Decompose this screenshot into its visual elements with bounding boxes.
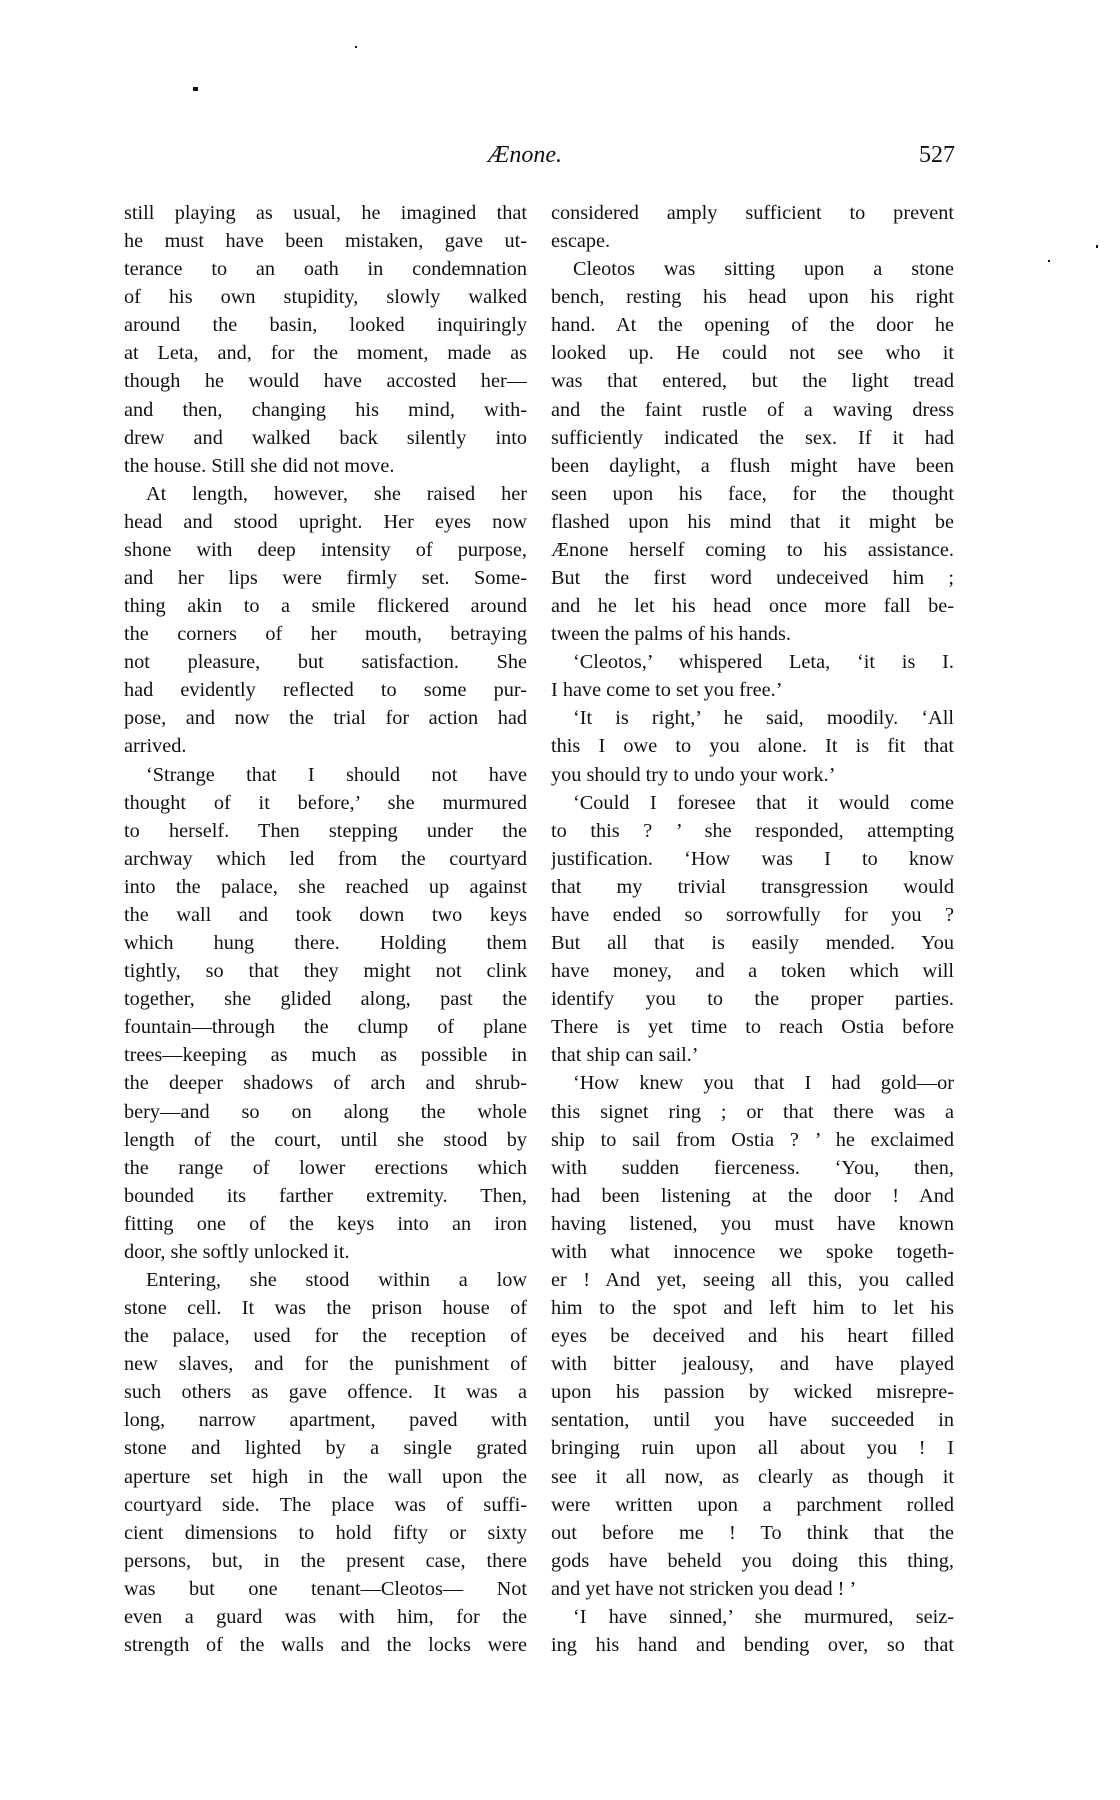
text-line: ‘Could I foresee that it would come: [573, 791, 954, 814]
text-line: to herself. Then stepping under the: [124, 819, 527, 842]
text-line: length of the court, until she stood by: [124, 1128, 527, 1151]
text-line: stone and lighted by a single grated: [124, 1437, 527, 1460]
text-line: thought of it before,’ she murmured: [124, 791, 527, 814]
text-line: him to the spot and left him to let his: [551, 1297, 954, 1320]
text-line: hand. At the opening of the door he: [551, 314, 954, 337]
text-line: fitting one of the keys into an iron: [124, 1212, 527, 1235]
text-line: Cleotos was sitting upon a stone: [573, 258, 954, 281]
print-speck: [1096, 245, 1098, 248]
text-line: At length, however, she raised her: [146, 482, 527, 505]
text-line: sufficiently indicated the sex. If it had: [551, 426, 954, 449]
text-line: drew and walked back silently into: [124, 426, 527, 449]
text-line: tween the palms of his hands.: [551, 623, 791, 646]
text-line: of his own stupidity, slowly walked: [124, 286, 527, 309]
text-line: and her lips were firmly set. Some-: [124, 567, 527, 590]
text-line: shone with deep intensity of purpose,: [124, 538, 527, 561]
text-line: persons, but, in the present case, there: [124, 1549, 527, 1572]
page-number: 527: [919, 142, 955, 168]
text-line: eyes be deceived and his heart filled: [551, 1325, 954, 1348]
text-line: have ended so sorrowfully for you ?: [551, 903, 954, 926]
running-title: Ænone.: [488, 142, 562, 168]
text-line: escape.: [551, 230, 611, 253]
left-text-column: [124, 199, 527, 1659]
text-line: around the basin, looked inquiringly: [124, 314, 527, 337]
text-line: not pleasure, but satisfaction. She: [124, 651, 527, 674]
text-line: that my trivial transgression would: [551, 875, 954, 898]
text-line: had been listening at the door ! And: [551, 1184, 954, 1207]
text-line: having listened, you must have known: [551, 1212, 954, 1235]
text-line: There is yet time to reach Ostia before: [551, 1016, 954, 1039]
text-line: see it all now, as clearly as though it: [551, 1465, 954, 1488]
text-line: ing his hand and bending over, so that: [551, 1633, 954, 1656]
print-speck: [355, 46, 357, 48]
text-line: ‘Cleotos,’ whispered Leta, ‘it is I.: [573, 651, 954, 674]
text-line: Ænone herself coming to his assistance.: [551, 538, 954, 561]
text-line: archway which led from the courtyard: [124, 847, 527, 870]
text-line: Entering, she stood within a low: [146, 1268, 527, 1291]
text-line: that ship can sail.’: [551, 1044, 699, 1067]
text-line: ‘It is right,’ he said, moodily. ‘All: [573, 707, 954, 730]
text-line: But all that is easily mended. You: [551, 932, 954, 955]
text-line: stone cell. It was the prison house of: [124, 1297, 527, 1320]
text-line: flashed upon his mind that it might be: [551, 510, 954, 533]
text-line: been daylight, a flush might have been: [551, 454, 954, 477]
text-line: still playing as usual, he imagined that: [124, 202, 527, 224]
text-line: and yet have not stricken you dead ! ’: [551, 1577, 857, 1600]
text-line: together, she glided along, past the: [124, 988, 527, 1011]
text-line: courtyard side. The place was of suffi-: [124, 1493, 527, 1516]
text-line: looked up. He could not see who it: [551, 342, 954, 365]
text-line: you should try to undo your work.’: [551, 763, 836, 786]
text-line: to this ? ’ she responded, attempting: [551, 819, 954, 842]
text-line: ‘Strange that I should not have: [146, 763, 527, 786]
text-line: the wall and took down two keys: [124, 903, 527, 926]
text-line: with bitter jealousy, and have played: [551, 1353, 954, 1376]
text-line: I have come to set you free.’: [551, 679, 783, 702]
text-line: even a guard was with him, for the: [124, 1605, 527, 1628]
text-line: long, narrow apartment, paved with: [124, 1409, 527, 1432]
text-line: head and stood upright. Her eyes now: [124, 510, 527, 533]
text-line: thing akin to a smile flickered around: [124, 595, 527, 618]
text-line: into the palace, she reached up against: [124, 875, 527, 898]
text-line: and he let his head once more fall be-: [551, 595, 954, 618]
text-line: bounded its farther extremity. Then,: [124, 1184, 527, 1207]
text-line: was that entered, but the light tread: [551, 370, 954, 393]
text-line: gods have beheld you doing this thing,: [551, 1549, 954, 1572]
text-line: strength of the walls and the locks were: [124, 1633, 527, 1656]
text-line: terance to an oath in condemnation: [124, 258, 527, 281]
text-line: the corners of her mouth, betraying: [124, 623, 527, 646]
text-line: considered amply sufficient to prevent: [551, 202, 954, 224]
text-line: arrived.: [124, 735, 187, 758]
text-line: this signet ring ; or that there was a: [551, 1100, 954, 1123]
text-line: the palace, used for the reception of: [124, 1325, 527, 1348]
text-line: such others as gave offence. It was a: [124, 1381, 527, 1404]
text-line: the range of lower erections which: [124, 1156, 527, 1179]
text-line: though he would have accosted her—: [124, 370, 527, 393]
text-line: ship to sail from Ostia ? ’ he exclaimed: [551, 1128, 954, 1151]
text-line: tightly, so that they might not clink: [124, 960, 527, 983]
text-line: trees—keeping as much as possible in: [124, 1044, 527, 1067]
text-line: were written upon a parchment rolled: [551, 1493, 954, 1516]
text-line: which hung there. Holding them: [124, 932, 527, 955]
text-line: the house. Still she did not move.: [124, 454, 395, 477]
text-line: with sudden fierceness. ‘You, then,: [551, 1156, 954, 1179]
text-line: had evidently reflected to some pur-: [124, 679, 527, 702]
text-line: ‘I have sinned,’ she murmured, seiz-: [573, 1605, 954, 1628]
text-line: this I owe to you alone. It is fit that: [551, 735, 954, 758]
text-line: cient dimensions to hold fifty or sixty: [124, 1521, 527, 1544]
text-line: out before me ! To think that the: [551, 1521, 954, 1544]
text-line: at Leta, and, for the moment, made as: [124, 342, 527, 365]
text-line: bringing ruin upon all about you ! I: [551, 1437, 954, 1460]
right-text-column: [551, 199, 954, 1659]
text-line: he must have been mistaken, gave ut-: [124, 230, 527, 253]
print-speck: [1048, 260, 1050, 262]
text-line: er ! And yet, seeing all this, you called: [551, 1268, 954, 1291]
text-line: pose, and now the trial for action had: [124, 707, 527, 730]
text-line: new slaves, and for the punishment of: [124, 1353, 527, 1376]
text-line: bery—and so on along the whole: [124, 1100, 527, 1123]
text-line: identify you to the proper parties.: [551, 988, 954, 1011]
text-line: seen upon his face, for the thought: [551, 482, 954, 505]
text-line: was but one tenant—Cleotos— Not: [124, 1577, 527, 1600]
text-line: door, she softly unlocked it.: [124, 1240, 350, 1263]
text-line: bench, resting his head upon his right: [551, 286, 954, 309]
text-line: upon his passion by wicked misrepre-: [551, 1381, 954, 1404]
text-line: the deeper shadows of arch and shrub-: [124, 1072, 527, 1095]
text-line: justification. ‘How was I to know: [551, 847, 954, 870]
text-line: have money, and a token which will: [551, 960, 954, 983]
text-line: fountain—through the clump of plane: [124, 1016, 527, 1039]
text-line: aperture set high in the wall upon the: [124, 1465, 527, 1488]
print-speck: [193, 87, 198, 91]
text-line: ‘How knew you that I had gold—or: [573, 1072, 954, 1095]
text-line: with what innocence we spoke togeth-: [551, 1240, 954, 1263]
text-line: and the faint rustle of a waving dress: [551, 398, 954, 421]
text-line: sentation, until you have succeeded in: [551, 1409, 954, 1432]
text-line: and then, changing his mind, with-: [124, 398, 527, 421]
text-line: But the first word undeceived him ;: [551, 567, 954, 590]
